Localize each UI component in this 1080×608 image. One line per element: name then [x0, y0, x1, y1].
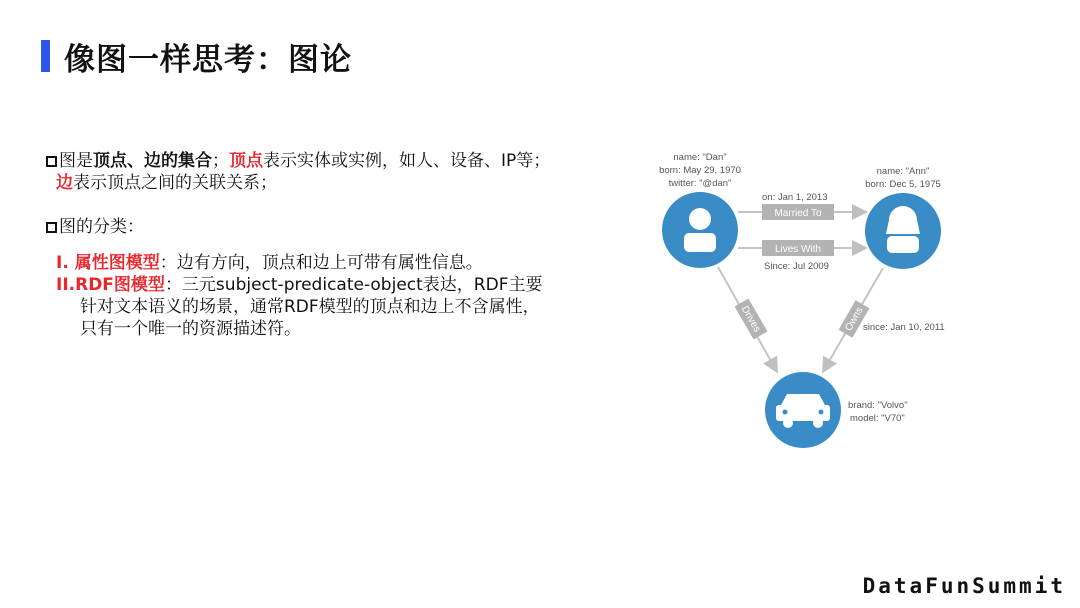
ann-born-prop: born: Dec 5, 1975 — [865, 179, 941, 190]
page-title: 像图一样思考：图论 — [64, 42, 352, 78]
lives-with-edge — [738, 240, 864, 272]
dan-name-prop: name: "Dan" — [673, 152, 727, 163]
car-node — [765, 372, 841, 448]
checkbox-bullet-icon — [46, 222, 57, 233]
rdf-graph-text: ：三元subject-predicate-object表达，RDF主要 — [164, 275, 543, 295]
classification-item-2-cont: 针对文本语义的场景，通常RDF模型的顶点和边上不含属性， — [80, 297, 540, 317]
property-graph-diagram — [640, 140, 960, 460]
ann-name-prop: name: "Ann" — [876, 166, 930, 177]
brand-logo: DataFunSummit — [862, 574, 1066, 598]
classification-heading — [46, 216, 646, 238]
married-to-prop: on: Jan 1, 2013 — [762, 192, 828, 203]
drives-label: Drives — [738, 304, 763, 335]
owns-label: Owns — [843, 305, 866, 334]
classification-heading-text: 图的分类： — [59, 217, 144, 237]
intro-text: ； — [212, 151, 229, 171]
property-graph-text: ：边有方向，顶点和边上可带有属性信息。 — [159, 253, 483, 273]
intro-text: 图是 — [59, 151, 93, 171]
property-graph-label: I. 属性图模型 — [56, 253, 160, 273]
intro-text: 表示实体或实例，如人、设备、IP等； — [263, 151, 551, 171]
slide-body — [46, 150, 646, 340]
intro-highlight-edge: 边 — [56, 173, 73, 193]
owns-prop: since: Jan 10, 2011 — [863, 322, 945, 333]
classification-item-2 — [46, 274, 646, 296]
lives-with-label: Lives With — [774, 244, 822, 255]
intro-highlight-vertex: 顶点 — [229, 151, 263, 171]
classification-item-1 — [46, 252, 646, 274]
title-accent-bar — [41, 40, 50, 72]
classification-item-2-cont: 只有一个唯一的资源描述符。 — [80, 319, 301, 339]
car-brand-prop: brand: "Volvo" — [848, 400, 908, 411]
rdf-graph-label: II.RDF图模型 — [56, 275, 165, 295]
dan-twitter-prop: twitter: "@dan" — [668, 178, 732, 189]
checkbox-bullet-icon — [46, 156, 57, 167]
ann-node — [865, 193, 941, 269]
car-model-prop: model: "V70" — [850, 413, 905, 424]
lives-with-prop: Since: Jul 2009 — [764, 261, 829, 272]
intro-line-1 — [46, 150, 646, 172]
intro-bold-text: 顶点、边的集合 — [93, 151, 212, 171]
dan-node — [662, 192, 738, 268]
drives-edge — [718, 267, 776, 370]
owns-edge — [824, 268, 945, 370]
married-to-label: Married To — [774, 208, 822, 219]
female-person-icon — [886, 206, 920, 253]
married-to-edge — [738, 192, 864, 220]
dan-born-prop: born: May 29, 1970 — [659, 165, 741, 176]
intro-line-2 — [46, 172, 646, 194]
intro-text: 表示顶点之间的关联关系； — [73, 173, 277, 193]
